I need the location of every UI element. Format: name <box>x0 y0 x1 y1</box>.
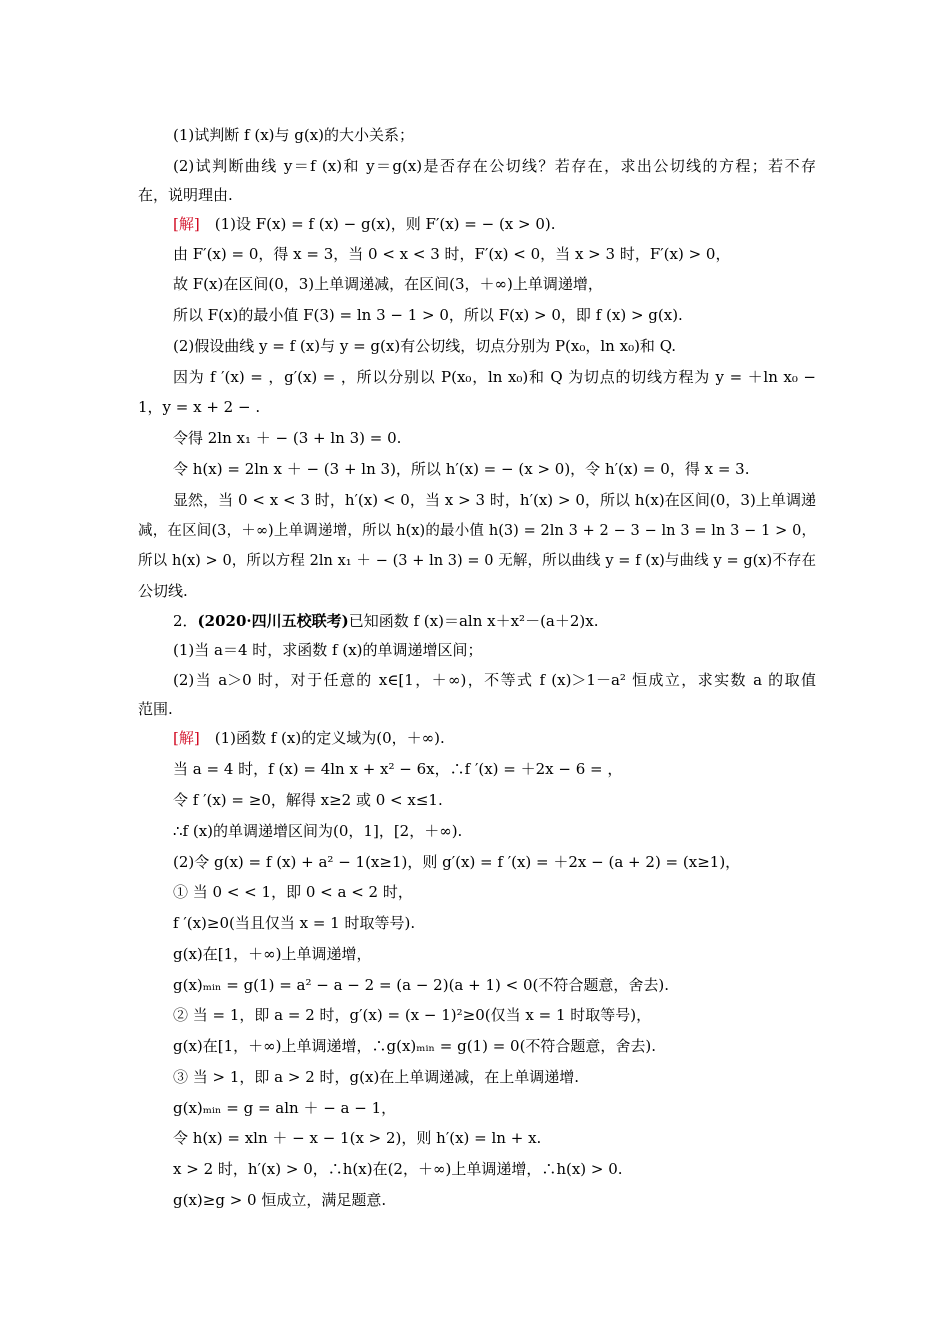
text-line <box>173 428 816 448</box>
text-line <box>173 728 816 748</box>
text-line <box>138 581 816 601</box>
line-text: 已知函数 f (x)＝aln x＋x²－(a＋2)x. <box>348 612 599 630</box>
line-text: 1，y = x + 2 − . <box>138 398 261 416</box>
line-text: (2)令 g(x) = f (x) + a² − 1(x≥1)，则 g′(x) = f ′(x) = ＋2x − (a + 2) = (x≥1)， <box>173 853 741 871</box>
text-line <box>138 185 816 205</box>
text-line <box>173 1098 816 1118</box>
text-line <box>173 852 816 872</box>
line-text: g(x)在[1，＋∞)上单调递增，∴g(x)ₘᵢₙ = g(1) = 0(不符合题意，舍去). <box>173 1037 657 1055</box>
line-text: 当 a = 4 时，f (x) = 4ln x + x² − 6x，∴f ′(x) = ＋2x − 6 = ， <box>173 760 623 778</box>
line-text: 公切线. <box>138 582 188 600</box>
problem-source: (2020·四川五校联考) <box>197 612 349 630</box>
line-text: ∴f (x)的单调递增区间为(0，1]，[2，＋∞). <box>173 822 463 840</box>
text-line <box>173 821 816 841</box>
text-line <box>138 699 816 719</box>
text-line <box>173 1067 816 1087</box>
line-text: (2)试判断曲线 y＝f (x)和 y＝g(x)是否存在公切线？若存在，求出公切线的方程；若不存 <box>173 157 816 175</box>
text-line <box>173 790 816 810</box>
line-text: 范围. <box>138 700 173 718</box>
text-line <box>173 367 816 387</box>
text-line <box>173 459 816 479</box>
line-text: ① 当 0 < < 1，即 0 < a < 2 时， <box>173 883 413 901</box>
line-text: (2)假设曲线 y = f (x)与 y = g(x)有公切线，切点分别为 P(x₀，ln x₀)和 Q. <box>173 337 677 355</box>
text-line <box>173 125 816 145</box>
text-line <box>173 913 816 933</box>
line-text: (1)设 F(x) = f (x) − g(x)，则 F′(x) = − (x > 0). <box>199 215 556 233</box>
text-line <box>173 1159 816 1179</box>
text-line <box>173 274 816 294</box>
text-line <box>173 975 816 995</box>
text-line <box>173 1036 816 1056</box>
problem-number: 2． <box>173 612 198 630</box>
line-text: f ′(x)≥0(当且仅当 x = 1 时取等号). <box>173 914 416 932</box>
text-line <box>173 490 816 510</box>
line-text: g(x)在[1，＋∞)上单调递增， <box>173 945 372 963</box>
line-text: 所以 F(x)的最小值 F(3) = ln 3 − 1 > 0，所以 F(x) > 0，即 f (x) > g(x). <box>173 306 683 324</box>
text-line <box>173 1005 816 1025</box>
line-text: 所以 h(x) > 0，所以方程 2ln x₁ ＋ − (3 + ln 3) = 0 无解，所以曲线 y = f (x)与曲线 y = g(x)不存在 <box>138 553 816 569</box>
line-text: 由 F′(x) = 0，得 x = 3，当 0 < x < 3 时，F′(x) < 0，当 x > 3 时，F′(x) > 0， <box>173 245 731 263</box>
line-text: 减，在区间(3，＋∞)上单调递增，所以 h(x)的最小值 h(3) = 2ln 3 + 2 − 3 − ln 3 = ln 3 − 1 > 0， <box>138 523 816 539</box>
line-text: 令得 2ln x₁ ＋ − (3 + ln 3) = 0. <box>173 429 402 447</box>
text-line <box>138 551 816 571</box>
line-text: 显然，当 0 < x < 3 时，h′(x) < 0，当 x > 3 时，h′(x) > 0，所以 h(x)在区间(0，3)上单调递 <box>173 491 816 509</box>
text-line <box>173 759 816 779</box>
line-text: 令 h(x) = xln ＋ − x − 1(x > 2)，则 h′(x) = ln + x. <box>173 1129 542 1147</box>
text-line <box>173 156 816 176</box>
text-line <box>173 882 816 902</box>
line-text: 令 f ′(x) = ≥0，解得 x≥2 或 0 < x≤1. <box>173 791 443 809</box>
line-text: (1)函数 f (x)的定义域为(0，＋∞). <box>199 729 445 747</box>
text-line <box>173 305 816 325</box>
line-text: ③ 当 > 1，即 a > 2 时，g(x)在上单调递减，在上单调递增. <box>173 1068 580 1086</box>
line-text: ② 当 = 1，即 a = 2 时，g′(x) = (x − 1)²≥0(仅当 x = 1 时取等号)， <box>173 1006 652 1024</box>
text-line <box>173 1190 816 1210</box>
text-line <box>138 397 816 417</box>
text-line <box>173 670 816 690</box>
text-line <box>173 244 816 264</box>
line-text: 故 F(x)在区间(0，3)上单调递减，在区间(3，＋∞)上单调递增， <box>173 275 603 293</box>
text-line <box>173 214 816 234</box>
line-text: (2)当 a＞0 时，对于任意的 x∈[1，＋∞)，不等式 f (x)＞1－a² 恒成立，求实数 a 的取值 <box>173 671 816 689</box>
solution-tag: [解] <box>173 729 200 747</box>
solution-tag: [解] <box>173 215 200 233</box>
line-text: g(x)ₘᵢₙ = g = aln ＋ − a − 1， <box>173 1099 397 1117</box>
line-text: 令 h(x) = 2ln x ＋ − (3 + ln 3)，所以 h′(x) = − (x > 0)，令 h′(x) = 0，得 x = 3. <box>173 460 750 478</box>
line-text: 在，说明理由. <box>138 186 233 204</box>
line-text: (1)当 a＝4 时，求函数 f (x)的单调递增区间； <box>173 641 483 659</box>
line-text: g(x)≥g > 0 恒成立，满足题意. <box>173 1191 387 1209</box>
text-line <box>173 336 816 356</box>
text-line <box>173 611 816 631</box>
line-text: x > 2 时，h′(x) > 0，∴h(x)在(2，＋∞)上单调递增，∴h(x) > 0. <box>173 1160 623 1178</box>
text-line <box>173 640 816 660</box>
text-line <box>173 1128 816 1148</box>
line-text: 因为 f ′(x) = ，g′(x) = ，所以分别以 P(x₀，ln x₀)和 Q 为切点的切线方程为 y = ＋ln x₀ − <box>173 368 816 386</box>
text-line <box>173 944 816 964</box>
line-text: g(x)ₘᵢₙ = g(1) = a² − a − 2 = (a − 2)(a + 1) < 0(不符合题意，舍去). <box>173 976 669 994</box>
text-line <box>138 521 816 541</box>
line-text: (1)试判断 f (x)与 g(x)的大小关系； <box>173 126 415 144</box>
